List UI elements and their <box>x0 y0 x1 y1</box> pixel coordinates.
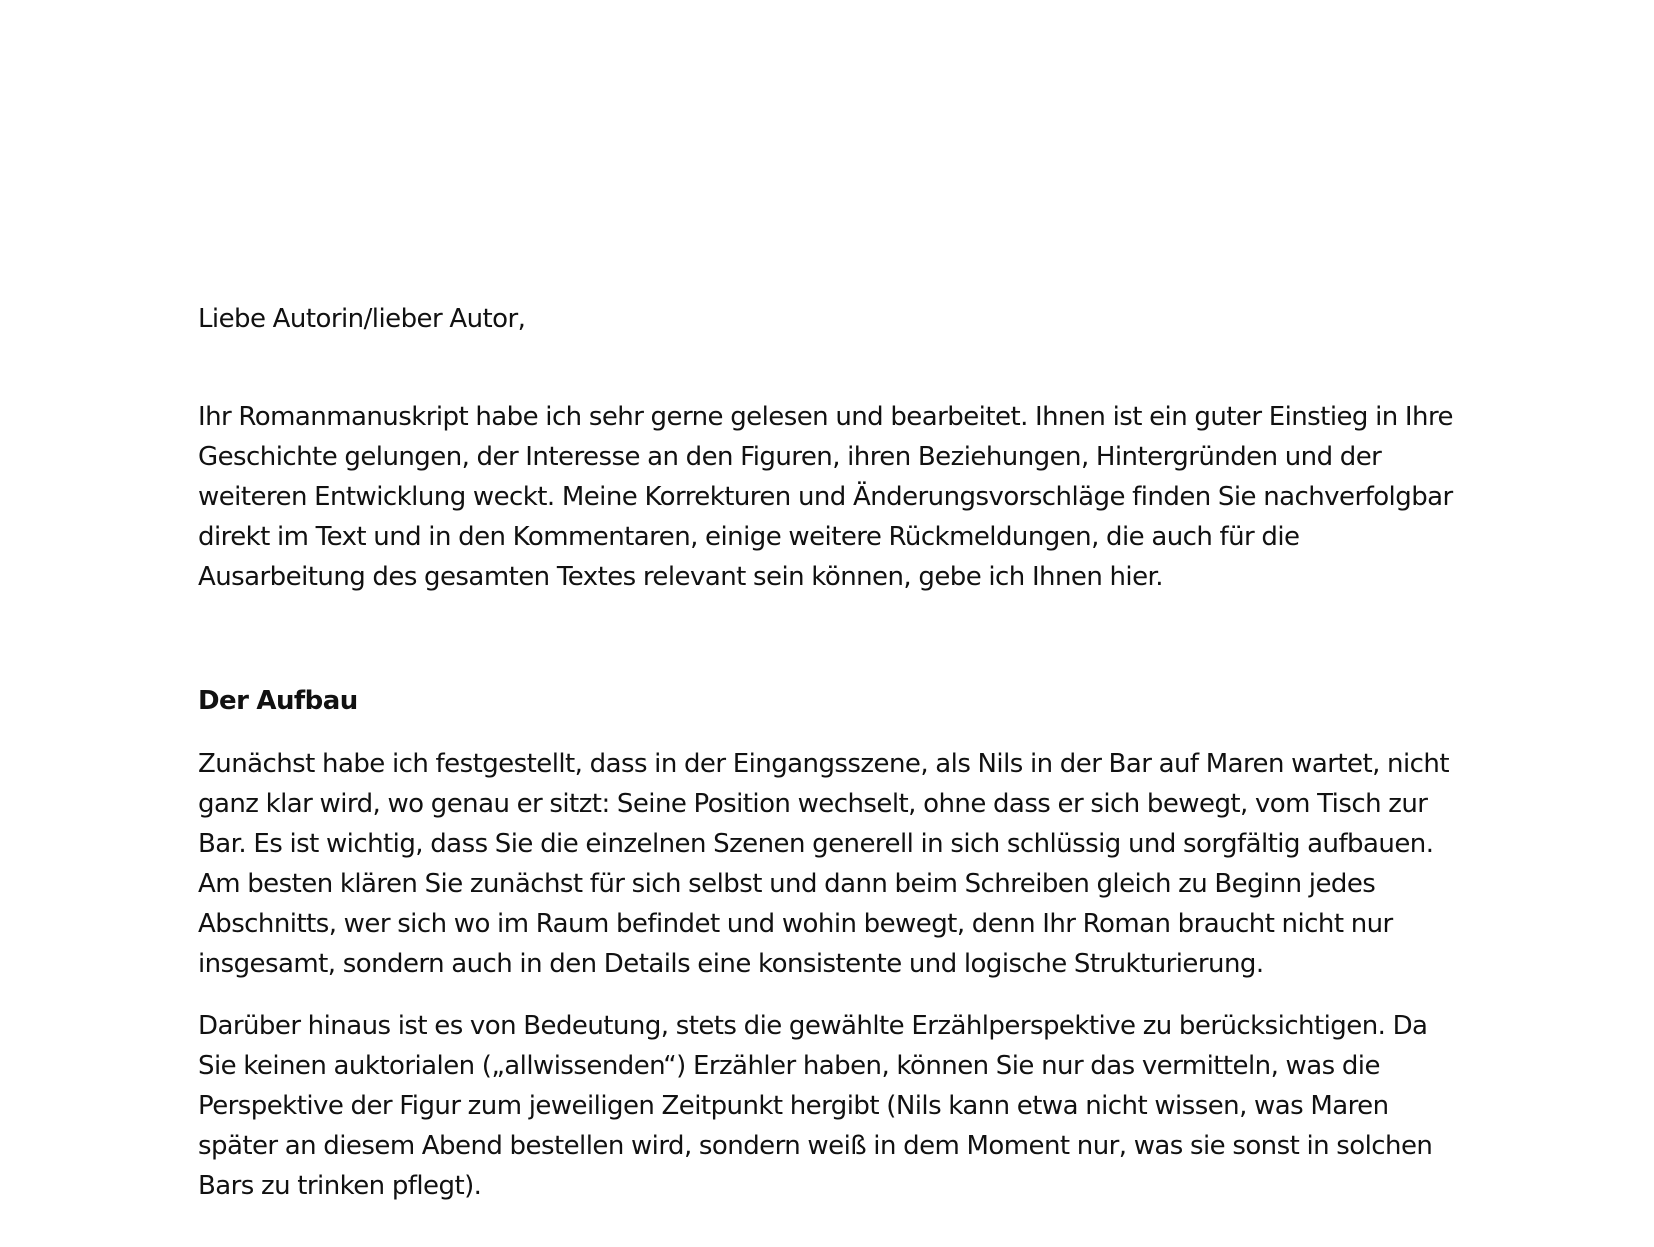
intro-paragraph: Ihr Romanmanuskript habe ich sehr gerne gelesen und bearbeitet. Ihnen ist ein guter Einstieg in Ihre Geschichte gelungen, der Interesse an den Figuren, ihren Beziehungen, Hintergründen und der weiteren Entwicklung weckt. Meine Korrekturen und Änderungsvorschläge finden Sie nachverfolgbar direkt im Text und in den Kommentaren, einige weitere Rückmeldungen, die auch für die Ausarbeitung des gesamten Textes relevant sein können, gebe ich Ihnen hier. <box>198 402 1453 592</box>
salutation: Liebe Autorin/lieber Autor, <box>198 304 526 334</box>
section-heading: Der Aufbau <box>198 686 358 716</box>
body-paragraph: Darüber hinaus ist es von Bedeutung, stets die gewählte Erzählperspektive zu berücksichtigen. Da Sie keinen auktorialen („allwissenden“) Erzähler haben, können Sie nur das vermitteln, was die Perspektive der Figur zum jeweiligen Zeitpunkt hergibt (Nils kann etwa nicht wissen, was Maren später an diesem Abend bestellen wird, sondern weiß in dem Moment nur, was sie sonst in solchen Bars zu trinken pflegt). <box>198 1011 1433 1201</box>
letter-body <box>198 299 1468 1228</box>
body-paragraph: Zunächst habe ich festgestellt, dass in der Eingangsszene, als Nils in der Bar auf Maren wartet, nicht ganz klar wird, wo genau er sitzt: Seine Position wechselt, ohne dass er sich bewegt, vom Tisch zur Bar. Es ist wichtig, dass Sie die einzelnen Szenen generell in sich schlüssig und sorgfältig aufbauen. Am besten klären Sie zunächst für sich selbst und dann beim Schreiben gleich zu Beginn jedes Abschnitts, wer sich wo im Raum befindet und wohin bewegt, denn Ihr Roman braucht nicht nur insgesamt, sondern auch in den Details eine konsistente und logische Strukturierung. <box>198 749 1449 979</box>
